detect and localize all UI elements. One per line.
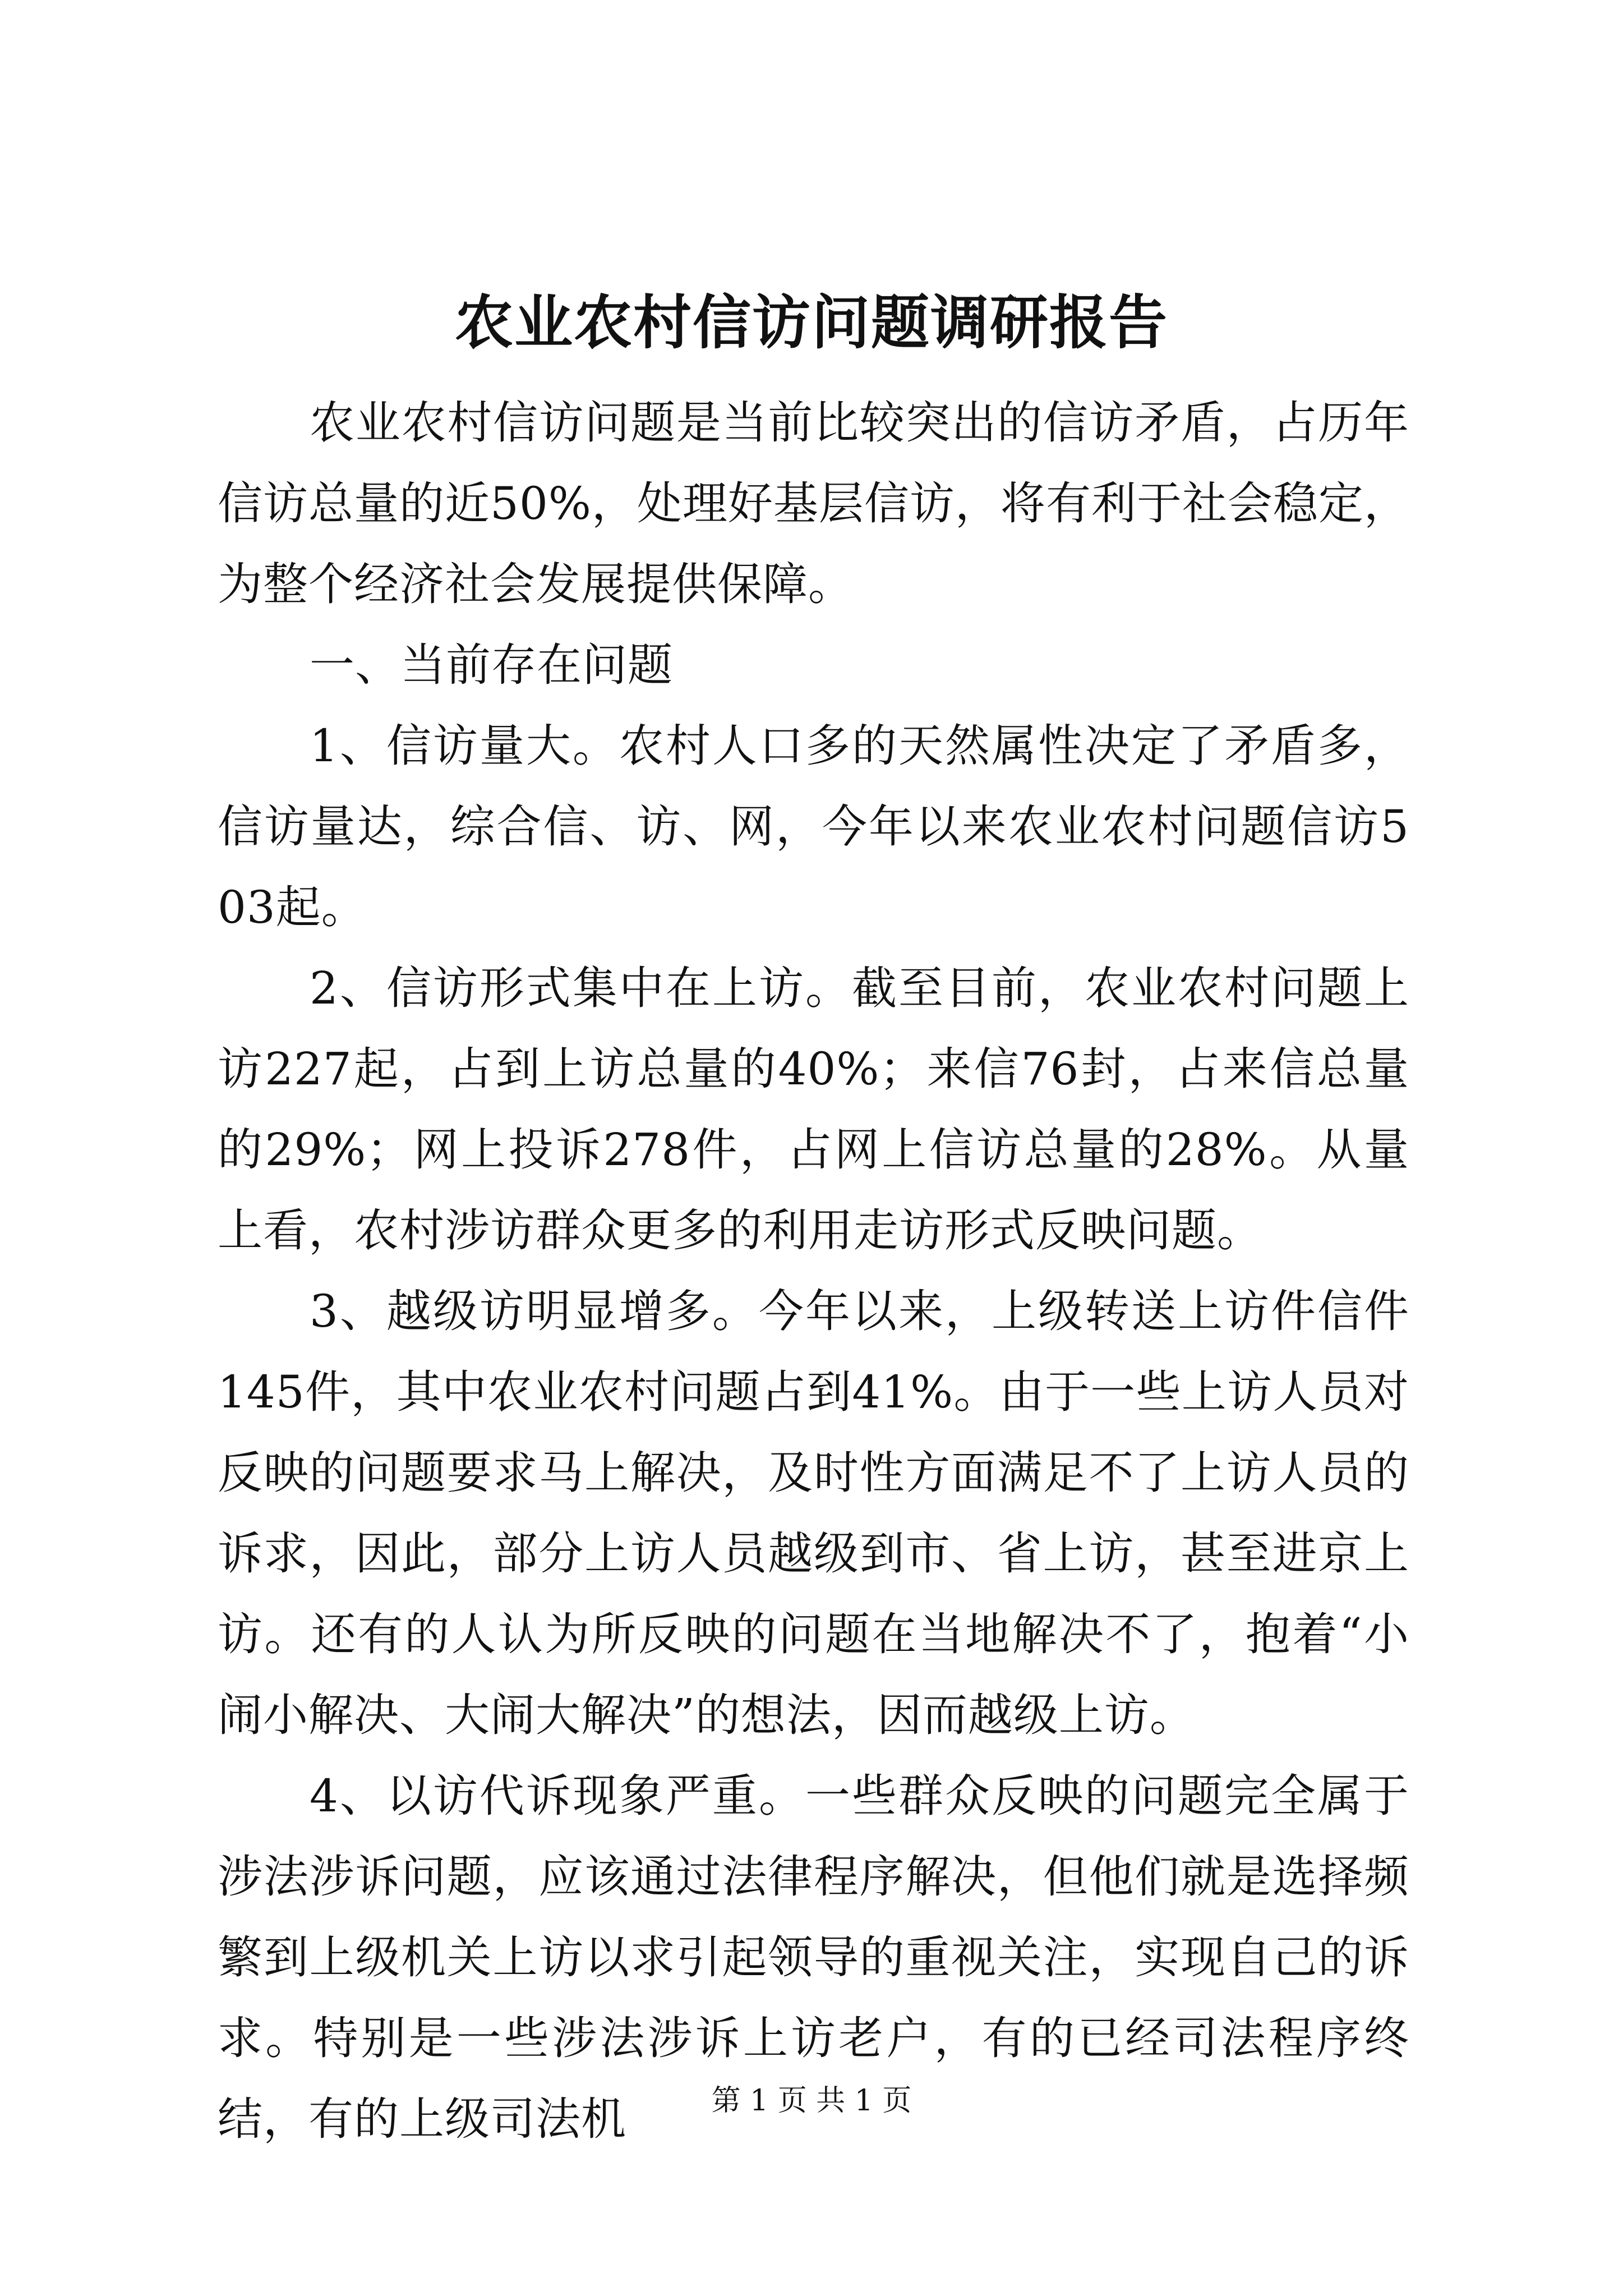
section-heading: 一、当前存在问题 bbox=[310, 639, 673, 691]
document-title: 农业农村信访问题调研报告 bbox=[454, 288, 1168, 357]
paragraph-4: 4、以访代诉现象严重。一些群众反映的问题完全属于涉法涉诉问题，应该通过法律程序解决，但他们就是选择频繁到上级机关上访以求引起领导的重视关注，实现自己的诉求。特别是一些涉法涉诉上访老户，有的已经司法程序终结，有的上级司法机 bbox=[218, 1770, 1409, 2145]
paragraph-3: 3、越级访明显增多。今年以来，上级转送上访件信件145件，其中农业农村问题占到41%。由于一些上访人员对反映的问题要求马上解决，及时性方面满足不了上访人员的诉求，因此，部分上访人员越级到市、省上访，甚至进京上访。还有的人认为所反映的问题在当地解决不了，抱着“小闹小解决、大闹大解决”的想法，因而越级上访。 bbox=[218, 1285, 1409, 1741]
intro-paragraph: 农业农村信访问题是当前比较突出的信访矛盾，占历年信访总量的近50%，处理好基层信访，将有利于社会稳定，为整个经济社会发展提供保障。 bbox=[218, 397, 1409, 610]
paragraph-2: 2、信访形式集中在上访。截至目前，农业农村问题上访227起，占到上访总量的40%；来信76封，占来信总量的29%；网上投诉278件，占网上信访总量的28%。从量上看，农村涉访群众更多的利用走访形式反映问题。 bbox=[218, 962, 1409, 1257]
page-footer: 第 1 页 共 1 页 bbox=[711, 2084, 912, 2118]
document-body bbox=[218, 383, 1409, 2160]
paragraph-1: 1、信访量大。农村人口多的天然属性决定了矛盾多，信访量达，综合信、访、网，今年以来农业农村问题信访503起。 bbox=[218, 720, 1409, 933]
